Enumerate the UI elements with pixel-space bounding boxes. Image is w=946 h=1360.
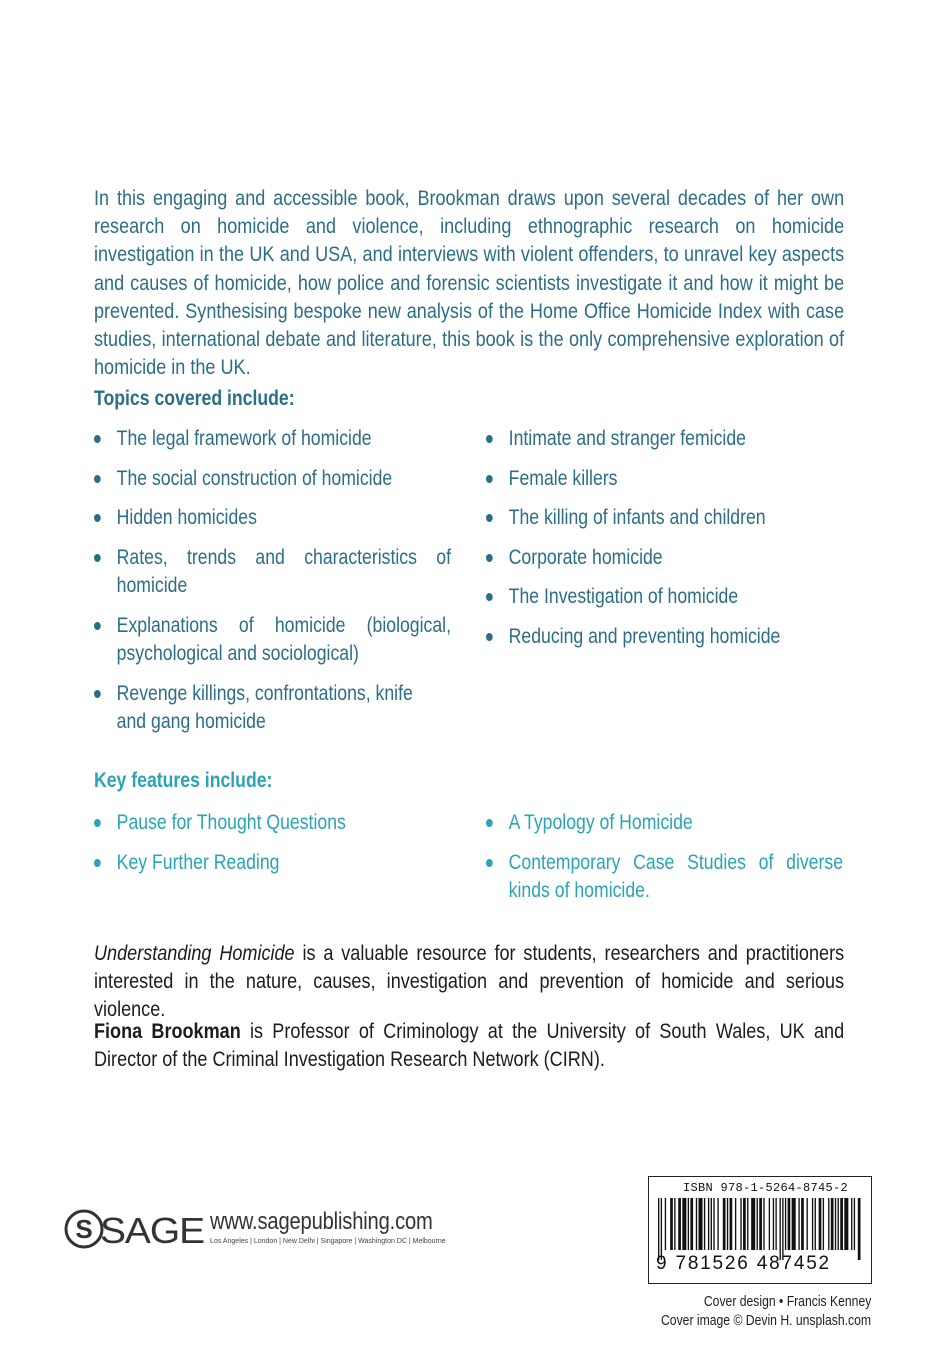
bullet-icon [486, 819, 493, 827]
bullet-icon [94, 554, 101, 562]
barcode-bar [674, 1198, 675, 1250]
barcode-bar [696, 1198, 697, 1250]
bullet-icon [486, 633, 493, 641]
list-item: Female killers [486, 465, 856, 494]
bullet-icon [486, 435, 493, 443]
bullet-icon [94, 622, 101, 630]
barcode-bar [840, 1198, 843, 1250]
barcode-bar [682, 1198, 686, 1250]
barcode-bar [815, 1198, 816, 1250]
barcode-bar [763, 1198, 764, 1250]
list-item: Intimate and stranger femicide [486, 425, 856, 454]
list-item: Revenge killings, confrontations, knife and gang homicide [94, 680, 451, 737]
topics-list-right [486, 425, 856, 651]
barcode-bar [740, 1198, 741, 1250]
list-item: Reducing and preventing homicide [486, 623, 856, 652]
barcode-bar [713, 1198, 714, 1250]
barcode-bar [782, 1198, 783, 1260]
barcode-bar [723, 1198, 726, 1250]
features-list-right [486, 809, 843, 906]
cover-design-credit: Cover design • Francis Kenney [703, 1294, 871, 1310]
bullet-icon [486, 554, 493, 562]
list-item: Rates, trends and characteristics of homicide [94, 544, 451, 601]
barcode-bar [780, 1198, 781, 1260]
list-item: Explanations of homicide (biological, psychological and sociological) [94, 612, 451, 669]
barcode-bar [828, 1198, 829, 1250]
barcode-bar [661, 1198, 662, 1260]
barcode-bar [835, 1198, 836, 1250]
barcode-bar [757, 1198, 758, 1250]
list-item: A Typology of Homicide [486, 809, 843, 838]
barcode-bar [717, 1198, 718, 1250]
bullet-icon [486, 514, 493, 522]
barcode-bar [688, 1198, 689, 1250]
svg-text:S: S [75, 1214, 93, 1244]
barcode-bar [690, 1198, 693, 1250]
barcode-bar [851, 1198, 852, 1250]
author-name: Fiona Brookman [94, 1019, 241, 1043]
bullet-icon [94, 514, 101, 522]
barcode-bar [775, 1198, 776, 1250]
barcode-bar [807, 1198, 808, 1250]
bullet-icon [94, 435, 101, 443]
bullet-icon [94, 475, 101, 483]
cover-image-credit: Cover image © Devin H. unsplash.com [660, 1313, 871, 1329]
barcode-bar [838, 1198, 839, 1250]
barcode-bar [788, 1198, 791, 1250]
barcode-bar [678, 1198, 681, 1250]
list-item: The killing of infants and children [486, 504, 856, 533]
barcode-bar [759, 1198, 762, 1250]
author-paragraph: Fiona Brookman is Professor of Criminology at the University of South Wales, UK and Director of the Criminal Investigation Research Network (CIRN). [94, 1019, 845, 1072]
list-item: Hidden homicides [94, 504, 451, 533]
features-heading: Key features include: [94, 769, 273, 792]
barcode-bar [812, 1198, 813, 1250]
barcode-bar [792, 1198, 796, 1250]
barcode-bar [743, 1198, 746, 1250]
list-item: Corporate homicide [486, 544, 856, 573]
barcode-bar [819, 1198, 822, 1250]
list-item: Contemporary Case Studies of diverse kinds of homicide. [486, 849, 843, 906]
barcode-digits: 9 781526 487452 [656, 1253, 831, 1274]
list-item: Key Further Reading [94, 849, 451, 878]
barcode-bar [665, 1198, 666, 1250]
list-item: Pause for Thought Questions [94, 809, 451, 838]
book-title: Understanding Homicide [94, 941, 295, 965]
barcode-bar [704, 1198, 705, 1250]
bullet-icon [94, 819, 101, 827]
isbn-text: ISBN 978-1-5264-8745-2 [683, 1181, 849, 1195]
bullet-icon [94, 859, 101, 867]
barcode-bar [735, 1198, 736, 1250]
barcode-bar [670, 1198, 673, 1250]
svg-text:SAGE: SAGE [100, 1210, 204, 1251]
bullet-icon [486, 475, 493, 483]
barcode-bar [747, 1198, 748, 1250]
barcode [654, 1198, 864, 1260]
list-item: The legal framework of homicide [94, 425, 451, 454]
topics-list-left [94, 425, 451, 737]
sage-logo [64, 1205, 209, 1253]
bullet-icon [94, 690, 101, 698]
barcode-bar [785, 1198, 786, 1250]
barcode-bar [823, 1198, 824, 1250]
barcode-bar [727, 1198, 728, 1250]
bullet-icon [486, 593, 493, 601]
barcode-bar [711, 1198, 712, 1250]
publisher-url[interactable]: www.sagepublishing.com [210, 1208, 433, 1235]
barcode-bar [658, 1198, 659, 1260]
features-list-left [94, 809, 451, 877]
list-item: The social construction of homicide [94, 465, 451, 494]
bullet-icon [486, 859, 493, 867]
barcode-bar [798, 1198, 799, 1250]
barcode-bar [751, 1198, 755, 1250]
barcode-bar [858, 1198, 861, 1260]
barcode-bar [854, 1198, 855, 1250]
barcode-bar [769, 1198, 770, 1250]
barcode-bar [699, 1198, 703, 1250]
publisher-cities: Los Angeles | London | New Delhi | Singapore | Washington DC | Melbourne [210, 1238, 446, 1245]
barcode-bar [844, 1198, 848, 1250]
list-item: The Investigation of homicide [486, 583, 856, 612]
topics-heading: Topics covered include: [94, 387, 295, 410]
barcode-bar [708, 1198, 709, 1250]
barcode-bar [831, 1198, 834, 1250]
resource-paragraph: Understanding Homicide is a valuable resource for students, researchers and practitioners interested in the nature, causes, investigation and prevention of homicide and serious violence. [94, 941, 845, 1022]
barcode-bar [801, 1198, 804, 1250]
book-blurb: In this engaging and accessible book, Brookman draws upon several decades of her own research on homicide and violence, including ethnographic research on homicide investigation in the UK and USA, and interviews with violent offenders, to unravel key aspects and causes of homicide, how police and forensic scientists investigate it and how it might be prevented. Synthesising bespoke new analysis of the Home Office Homicide Index with case studies, international debate and literature, this book is the only comprehensive exploration of homicide in the UK. [94, 186, 845, 380]
barcode-bar [773, 1198, 774, 1250]
barcode-bar [730, 1198, 733, 1250]
